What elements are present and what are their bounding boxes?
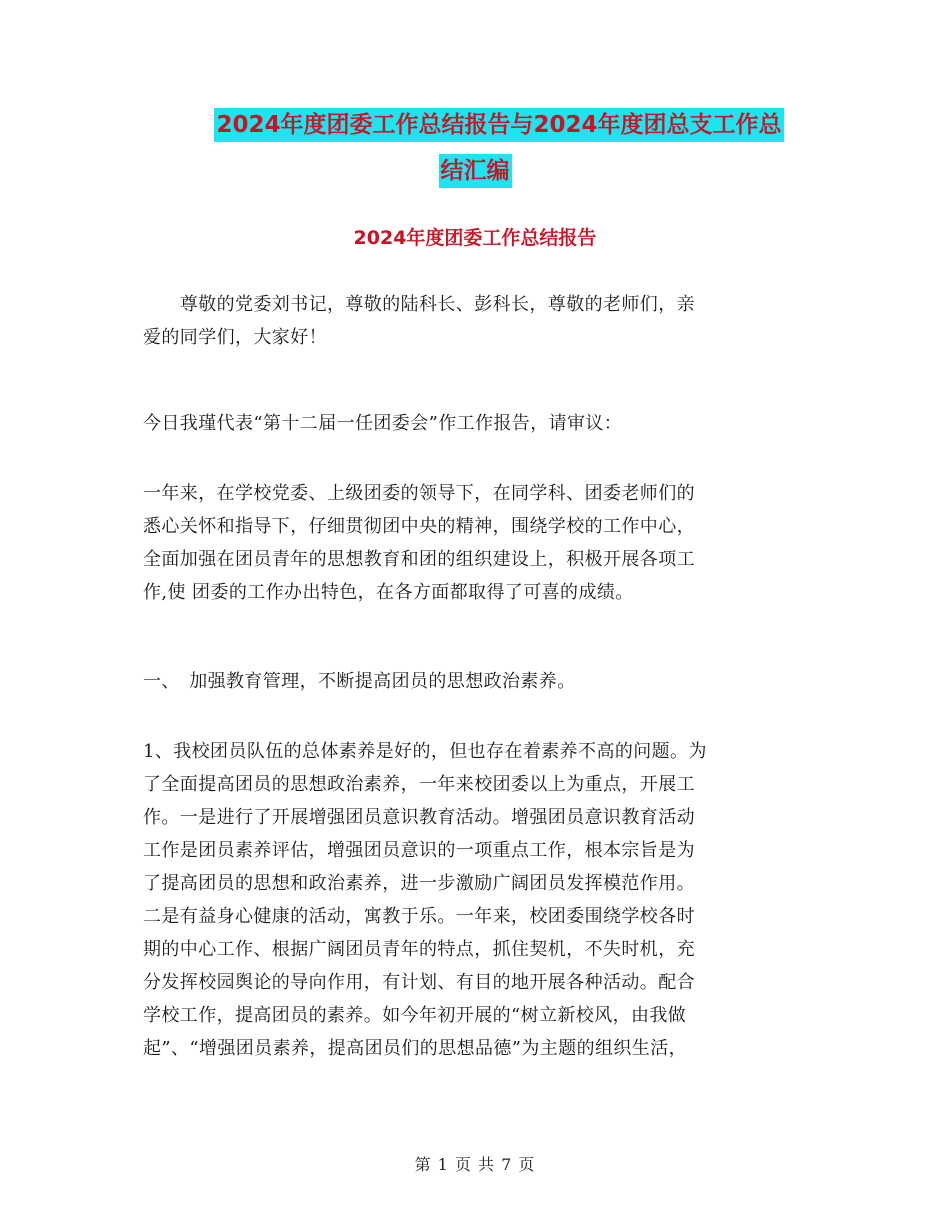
section1-line: 作。一是进行了开展增强团员意识教育活动。增强团员意识教育活动 [143,807,695,828]
greeting-paragraph [143,288,808,354]
summary-line: 全面加强在团员青年的思想教育和团的组织建设上，积极开展各项工 [143,549,695,570]
section1-line: 了提高团员的思想和政治素养，进一步激励广阔团员发挥模范作用。 [143,873,695,894]
summary-line: 一年来，在学校党委、上级团委的领导下，在同学科、团委老师们的 [143,483,695,504]
section-subtitle: 2024年度团委工作总结报告 [353,227,597,249]
summary-line: 作,使 团委的工作办出特色，在各方面都取得了可喜的成绩。 [143,582,634,603]
section1-line: 起”、“增强团员素养，提高团员们的思想品德”为主题的组织生活， [143,1038,688,1059]
intro-line: 今日我瑾代表“第十二届一任团委会”作工作报告，请审议： [143,413,623,434]
summary-line: 悉心关怀和指导下，仔细贯彻团中央的精神，围绕学校的工作中心， [143,516,695,537]
document-title [0,108,950,188]
greeting-line: 爱的同学们，大家好！ [143,327,327,348]
section1-line: 二是有益身心健康的活动，寓教于乐。一年来，校团委围绕学校各时 [143,906,695,927]
summary-paragraph [143,477,808,609]
page-number-footer: 第 1 页 共 7 页 [414,1155,536,1174]
section1-line: 分发挥校园舆论的导向作用，有计划、有目的地开展各种活动。配合 [143,972,695,993]
section1-line: 学校工作，提高团员的素养。如今年初开展的“树立新校风，由我做 [143,1005,687,1026]
title-line-2: 结汇编 [439,154,512,188]
section1-line: 期的中心工作、根据广阔团员青年的特点，抓住契机，不失时机，充 [143,939,695,960]
section1-line: 工作是团员素养评估，增强团员意识的一项重点工作，根本宗旨是为 [143,840,695,861]
intro-paragraph [143,407,808,440]
section1-line: 1、我校团员队伍的总体素养是好的，但也存在着素养不高的问题。为 [143,741,707,762]
section1-heading [143,665,808,698]
title-line-1: 2024年度团委工作总结报告与2024年度团总支工作总 [214,108,783,142]
section1-line: 了全面提高团员的思想政治素养，一年来校团委以上为重点，开展工 [143,774,695,795]
greeting-line: 尊敬的党委刘书记，尊敬的陆科长、彭科长，尊敬的老师们，亲 [143,294,695,315]
section-heading-line: 一、 加强教育管理，不断提高团员的思想政治素养。 [143,671,576,692]
section1-paragraph [143,735,808,1065]
